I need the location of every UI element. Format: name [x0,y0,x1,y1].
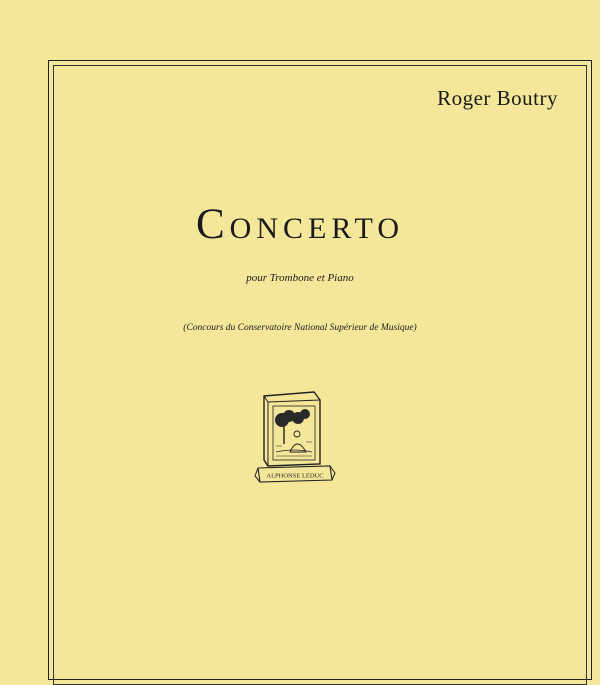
competition-note: (Concours du Conservatoire National Supérieur de Musique) [183,323,417,333]
publisher-logo-text: ALPHONSE LEDUC [266,472,324,480]
instrumentation-subtitle: pour Trombone et Piano [246,272,354,284]
publisher-emblem-icon [254,386,336,490]
inner-border [53,65,587,685]
page-title: Concerto [195,201,404,248]
composer-name: Roger Boutry [437,86,558,110]
